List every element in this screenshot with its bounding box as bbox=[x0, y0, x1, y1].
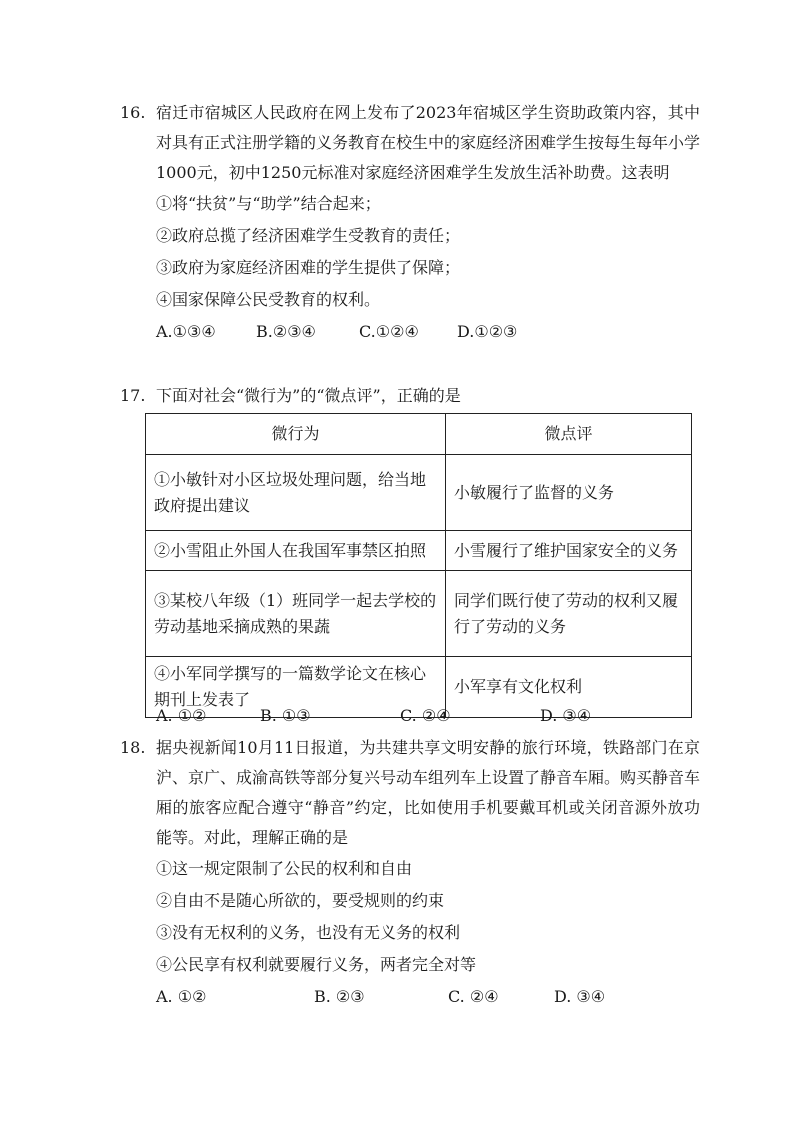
table-cell: ③某校八年级（1）班同学一起去学校的劳动基地采摘成熟的果蔬 bbox=[146, 571, 446, 657]
table-cell: 同学们既行使了劳动的权利又履行了劳动的义务 bbox=[446, 571, 692, 657]
table-header-row bbox=[146, 414, 692, 455]
choice-d[interactable]: D.①②③ bbox=[457, 322, 518, 341]
question-stem: 据央视新闻10月11日报道，为共建共享文明安静的旅行环境，铁路部门在京沪、京广、成渝高铁等部分复兴号动车组列车上设置了静音车厢。购买静音车厢的旅客应配合遵守“静音”约定，比如使用手机要戴耳机或关闭音源外放功能等。对此，理解正确的是 bbox=[156, 738, 701, 847]
answer-choices bbox=[156, 981, 700, 1013]
choice-d[interactable]: D. ③④ bbox=[540, 706, 592, 725]
statement-2: ②自由不是随心所欲的，要受规则的约束 bbox=[156, 891, 445, 910]
question-number: 16. bbox=[120, 103, 146, 122]
question-16 bbox=[120, 98, 700, 348]
statement-1: ①这一规定限制了公民的权利和自由 bbox=[156, 859, 413, 878]
statement-2: ②政府总揽了经济困难学生受教育的责任； bbox=[156, 226, 461, 245]
question-18 bbox=[120, 733, 700, 1013]
question-stem: 宿迁市宿城区人民政府在网上发布了2023年宿城区学生资助政策内容，其中对具有正式注册学籍的义务教育在校生中的家庭经济困难学生按每生每年小学1000元，初中1250元标准对家庭经济困难学生发放生活补助费。这表明 bbox=[156, 103, 701, 182]
choice-a[interactable]: A. ①② bbox=[156, 706, 207, 725]
choice-b[interactable]: B. ②③ bbox=[314, 987, 365, 1006]
statement-4: ④公民享有权利就要履行义务，两者完全对等 bbox=[156, 955, 477, 974]
table-cell: 小军享有文化权利 bbox=[446, 657, 692, 718]
table-cell: ④小军同学撰写的一篇数学论文在核心期刊上发表了 bbox=[146, 657, 446, 718]
table-cell: ②小雪阻止外国人在我国军事禁区拍照 bbox=[146, 531, 446, 571]
statement-3: ③政府为家庭经济困难的学生提供了保障； bbox=[156, 258, 461, 277]
choice-c[interactable]: C. ②④ bbox=[448, 987, 499, 1006]
choice-b[interactable]: B.②③④ bbox=[256, 322, 316, 341]
choice-d[interactable]: D. ③④ bbox=[554, 987, 606, 1006]
choice-b[interactable]: B. ①③ bbox=[260, 706, 311, 725]
question-number: 17. bbox=[120, 386, 146, 405]
table-cell: 小敏履行了监督的义务 bbox=[446, 455, 692, 531]
choice-a[interactable]: A. ①② bbox=[156, 987, 207, 1006]
table-row bbox=[146, 455, 692, 531]
statement-4: ④国家保障公民受教育的权利。 bbox=[156, 290, 381, 309]
table-row bbox=[146, 571, 692, 657]
table-cell: 小雪履行了维护国家安全的义务 bbox=[446, 531, 692, 571]
answer-choices bbox=[156, 700, 700, 732]
choice-a[interactable]: A.①③④ bbox=[156, 322, 216, 341]
table-header: 微点评 bbox=[446, 414, 692, 455]
question-17-choices bbox=[120, 700, 700, 732]
behavior-comment-table bbox=[145, 413, 692, 718]
question-17 bbox=[120, 381, 700, 411]
question-stem: 下面对社会“微行为”的“微点评”，正确的是 bbox=[156, 386, 461, 405]
question-number: 18. bbox=[120, 738, 146, 757]
statement-1: ①将“扶贫”与“助学”结合起来； bbox=[156, 194, 381, 213]
statement-3: ③没有无权利的义务，也没有无义务的权利 bbox=[156, 923, 461, 942]
choice-c[interactable]: C.①②④ bbox=[359, 322, 419, 341]
table-cell: ①小敏针对小区垃圾处理问题，给当地政府提出建议 bbox=[146, 455, 446, 531]
answer-choices bbox=[156, 316, 700, 348]
table-header: 微行为 bbox=[146, 414, 446, 455]
choice-c[interactable]: C. ②④ bbox=[400, 706, 451, 725]
table-row bbox=[146, 531, 692, 571]
